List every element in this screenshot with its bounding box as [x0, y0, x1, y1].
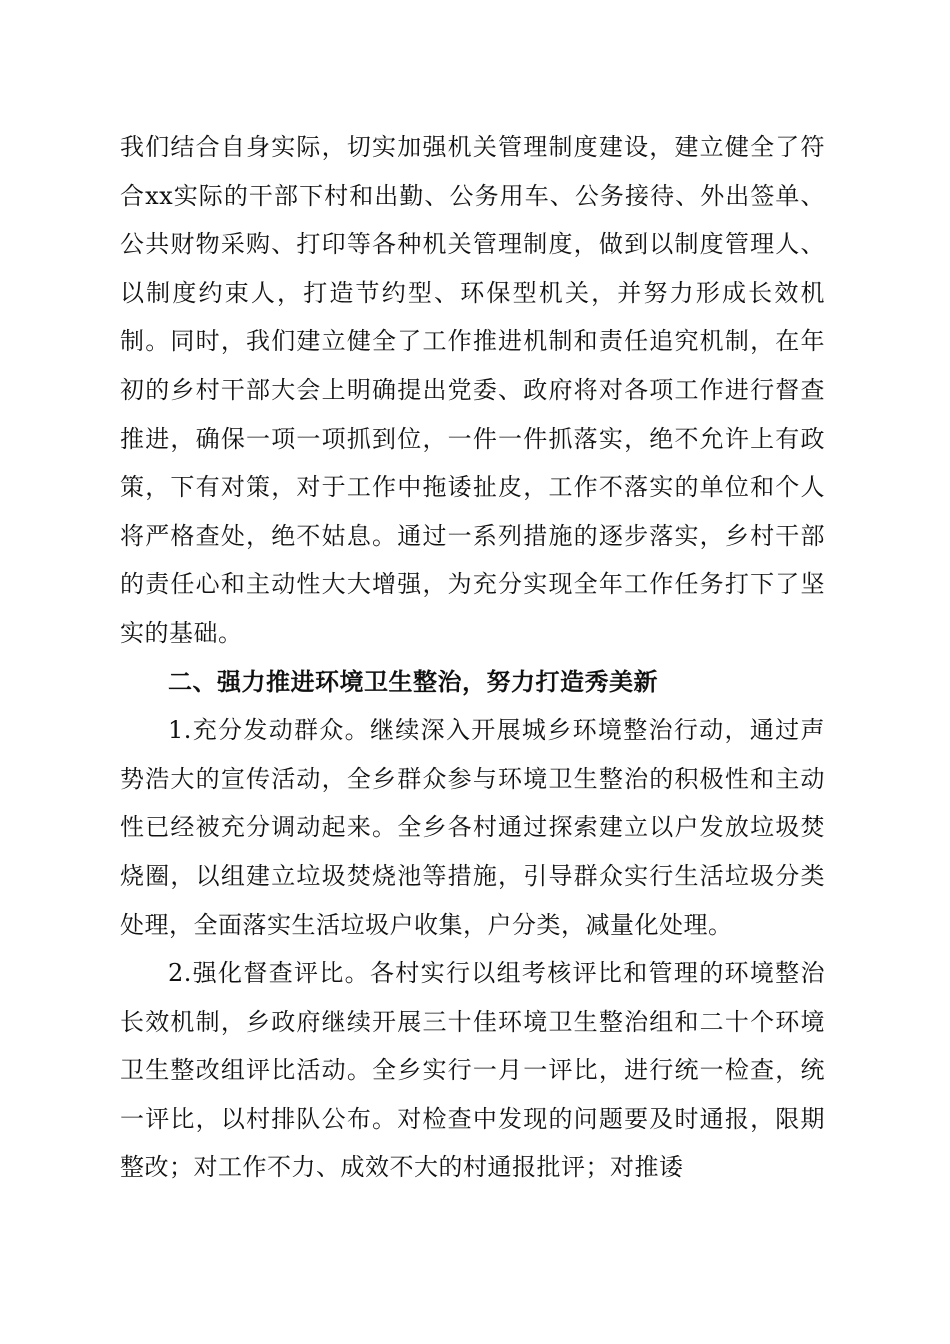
- document-page: [120, 123, 825, 1192]
- section-heading-2: 二、强力推进环境卫生整治，努力打造秀美新: [168, 667, 658, 696]
- numbered-item-2: 2.强化督查评比。各村实行以组考核评比和管理的环境整治长效机制，乡政府继续开展三十佳环境卫生整治组和二十个环境卫生整改组评比活动。全乡实行一月一评比，进行统一检查，统一评比，以村排队公布。对检查中发现的问题要及时通报，限期整改；对工作不力、成效不大的村通报批评；对推诿: [120, 959, 825, 1182]
- numbered-item-1: 1.充分发动群众。继续深入开展城乡环境整治行动，通过声势浩大的宣传活动，全乡群众参与环境卫生整治的积极性和主动性已经被充分调动起来。全乡各村通过探索建立以户发放垃圾焚烧圈，以组建立垃圾焚烧池等措施，引导群众实行生活垃圾分类处理，全面落实生活垃圾户收集，户分类，减量化处理。: [120, 716, 825, 939]
- body-paragraph-1: 我们结合自身实际，切实加强机关管理制度建设，建立健全了符合xx实际的干部下村和出勤、公务用车、公务接待、外出签单、公共财物采购、打印等各种机关管理制度，做到以制度管理人、以制度约束人，打造节约型、环保型机关，并努力形成长效机制。同时，我们建立健全了工作推进机制和责任追究机制，在年初的乡村干部大会上明确提出党委、政府将对各项工作进行督查推进，确保一项一项抓到位，一件一件抓落实，绝不允许上有政策，下有对策，对于工作中拖诿扯皮，工作不落实的单位和个人将严格查处，绝不姑息。通过一系列措施的逐步落实，乡村干部的责任心和主动性大大增强，为充分实现全年工作任务打下了坚实的基础。: [120, 133, 825, 647]
